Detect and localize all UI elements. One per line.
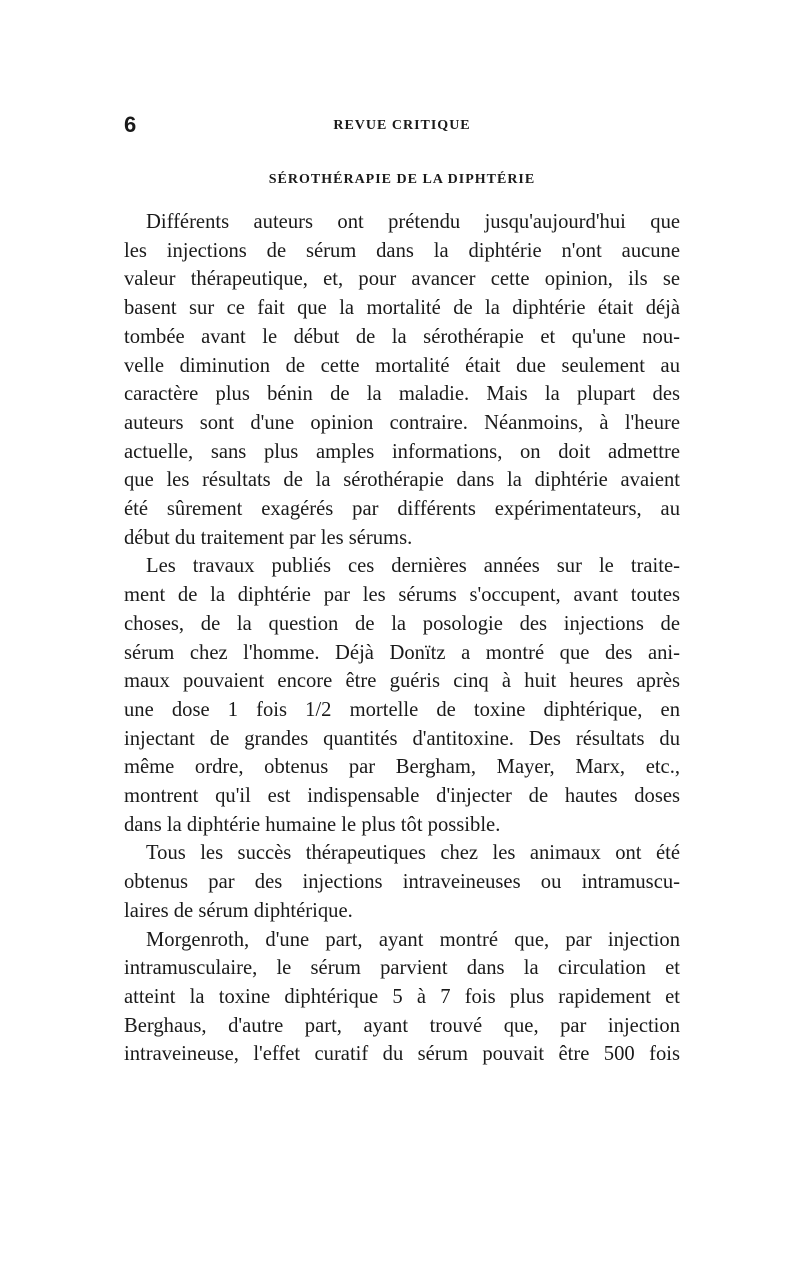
text-line: Berghaus, d'autre part, ayant trouvé que, par injection xyxy=(124,1014,680,1037)
page-header xyxy=(124,112,680,142)
body-text xyxy=(124,208,680,1069)
text-line: maux pouvaient encore être guéris cinq à huit heures après xyxy=(124,670,680,693)
text-line: sérum chez l'homme. Déjà Donïtz a montré que des ani- xyxy=(124,641,680,664)
text-line: injectant de grandes quantités d'antitoxine. Des résultats du xyxy=(124,727,680,750)
text-line: dans la diphtérie humaine le plus tôt possible. xyxy=(124,813,501,836)
text-line: une dose 1 fois 1/2 mortelle de toxine diphtérique, en xyxy=(124,698,680,721)
text-line: basent sur ce fait que la mortalité de la diphtérie était déjà xyxy=(124,297,680,320)
text-line: les injections de sérum dans la diphtérie n'ont aucune xyxy=(124,239,680,262)
running-head: REVUE CRITIQUE xyxy=(333,118,471,133)
text-line: atteint la toxine diphtérique 5 à 7 fois plus rapidement et xyxy=(124,985,680,1008)
text-line: début du traitement par les sérums. xyxy=(124,526,413,549)
text-line: actuelle, sans plus amples informations, on doit admettre xyxy=(124,440,680,463)
text-line: caractère plus bénin de la maladie. Mais la plupart des xyxy=(124,383,680,406)
paragraph xyxy=(124,926,680,1070)
text-line: Différents auteurs ont prétendu jusqu'aujourd'hui que xyxy=(146,211,680,233)
text-line: montrent qu'il est indispensable d'injecter de hautes doses xyxy=(124,785,680,808)
section-title: SÉROTHÉRAPIE DE LA DIPHTÉRIE xyxy=(268,172,536,187)
text-line: intraveineuse, l'effet curatif du sérum pouvait être 500 fois xyxy=(124,1043,680,1066)
text-line: Tous les succès thérapeutiques chez les animaux ont été xyxy=(146,842,680,865)
text-line: été sûrement exagérés par différents expérimentateurs, au xyxy=(124,498,680,521)
paragraph xyxy=(124,208,680,552)
text-line: velle diminution de cette mortalité était due seulement au xyxy=(124,354,680,377)
paragraph xyxy=(124,552,680,839)
paragraph xyxy=(124,839,680,925)
text-line: Les travaux publiés ces dernières années sur le traite- xyxy=(146,555,680,578)
text-line: ment de la diphtérie par les sérums s'occupent, avant toutes xyxy=(124,584,680,607)
text-line: que les résultats de la sérothérapie dans la diphtérie avaient xyxy=(124,469,680,492)
page-number: 6 xyxy=(124,112,137,137)
text-line: laires de sérum diphtérique. xyxy=(124,899,353,922)
text-line: choses, de la question de la posologie des injections de xyxy=(124,612,680,635)
text-line: auteurs sont d'une opinion contraire. Néanmoins, à l'heure xyxy=(124,411,680,434)
text-line: obtenus par des injections intraveineuses ou intramuscu- xyxy=(124,871,680,894)
text-line: Morgenroth, d'une part, ayant montré que, par injection xyxy=(146,928,680,951)
text-line: même ordre, obtenus par Bergham, Mayer, Marx, etc., xyxy=(124,756,680,779)
text-line: intramusculaire, le sérum parvient dans la circulation et xyxy=(124,957,680,980)
text-line: valeur thérapeutique, et, pour avancer cette opinion, ils se xyxy=(124,268,680,291)
text-line: tombée avant le début de la sérothérapie et qu'une nou- xyxy=(124,325,680,348)
